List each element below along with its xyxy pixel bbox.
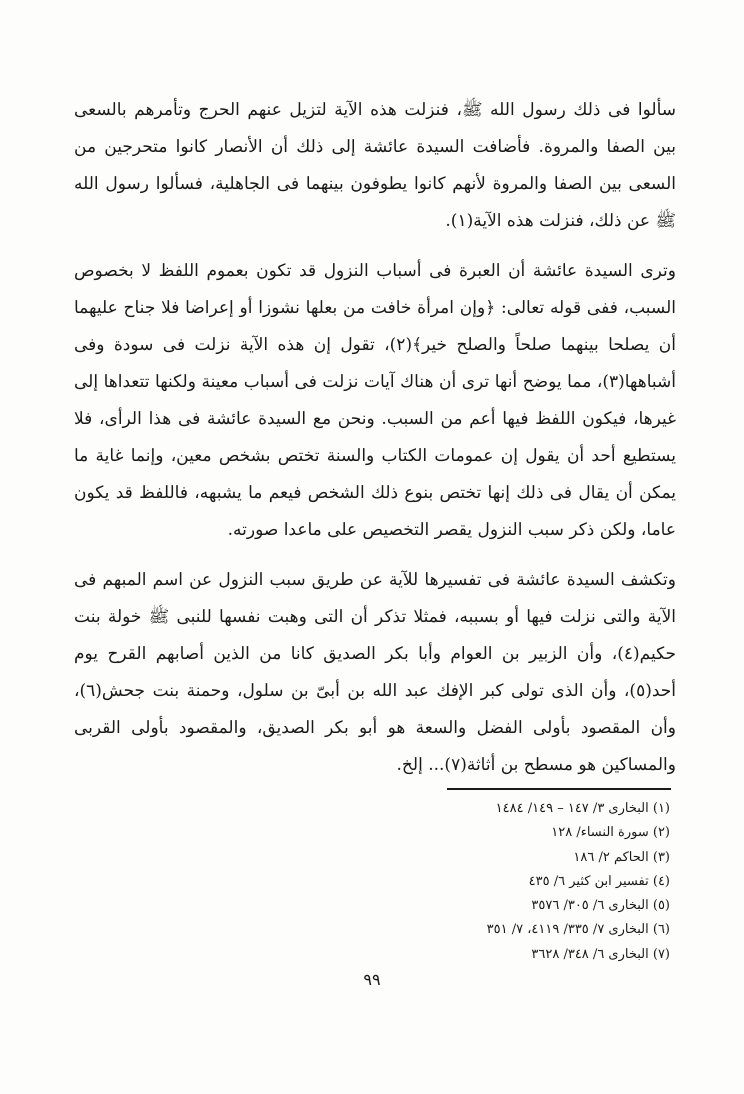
footnote-3: (٣) الحاكم ٢/ ١٨٦ — [573, 849, 670, 865]
footnote-1: (١) البخارى ٣/ ١٤٧ – ١٤٩/ ١٤٨٤ — [495, 801, 670, 816]
paragraph-3: وتكشف السيدة عائشة فى تفسيرها للآية عن طريق سبب النزول عن اسم المبهم فى الآية والتى نزلت فيها أو بسببه، فمثلا تذكر أن التى وهبت نفسها للنبى ﷺ خولة بنت حكيم(٤)، وأن الزبير بن العوام وأبا بكر الصديق كانا من الذين أصابهم القرح يوم أحد(٥)، وأن الذى تولى كبر الإفك عبد الله بن أبىّ بن سلول، وحمنة بنت جحش(٦)، وأن المقصود بأولى الفضل والسعة هو أبو بكر الصديق، والمقصود بأولى القربى والمساكين هو مسطح بن أثاثة(٧)... إلخ. — [74, 570, 676, 775]
footnotes — [380, 797, 670, 967]
footnote-divider — [447, 788, 671, 790]
main-text — [74, 92, 676, 784]
footnote-5: (٥) البخارى ٦/ ٣٠٥/ ٣٥٧٦ — [531, 898, 670, 914]
page-number: ٩٩ — [363, 970, 381, 989]
footnote-6: (٦) البخارى ٧/ ٣٣٥/ ٤١١٩، ٧/ ٣٥١ — [486, 922, 670, 938]
paragraph-1: سألوا فى ذلك رسول الله ﷺ، فنزلت هذه الآية لتزيل عنهم الحرج وتأمرهم بالسعى بين الصفا والمروة. فأضافت السيدة عائشة إلى ذلك أن الأنصار كانوا متحرجين من السعى بين الصفا والمروة لأنهم كانوا يطوفون بينهما فى الجاهلية، فسألوا رسول الله ﷺ عن ذلك، فنزلت هذه الآية(١). — [74, 100, 677, 231]
footnote-7: (٧) البخارى ٦/ ٣٤٨/ ٣٦٢٨ — [531, 946, 670, 962]
footnote-4: (٤) تفسير ابن كثير ٦/ ٤٣٥ — [528, 873, 670, 889]
footnote-2: (٢) سورة النساء/ ١٢٨ — [551, 825, 670, 841]
paragraph-2: وترى السيدة عائشة أن العبرة فى أسباب النزول قد تكون بعموم اللفظ لا بخصوص السبب، ففى قوله تعالى: ﴿وإن امرأة خافت من بعلها نشوزا أو إعراضا فلا جناح عليهما أن يصلحا بينهما صلحاً والصلح خير﴾(٢)، تقول إن هذه الآية نزلت فى سودة وفى أشباهها(٣)، مما يوضح أنها ترى أن هناك آيات نزلت فى أسباب معينة ولكنها تتعداها إلى غيرها، فيكون اللفظ فيها أعم من السبب. ونحن مع السيدة عائشة فى هذا الرأى، فلا يستطيع أحد أن يقول إن عمومات الكتاب والسنة تختص بشخص معين، وإنما غاية ما يمكن أن يقال فى ذلك إنها تختص بنوع ذلك الشخص فيعم ما يشبهه، فاللفظ قد يكون عاما، ولكن ذكر سبب النزول يقصر التخصيص على ماعدا صورته. — [74, 261, 676, 540]
